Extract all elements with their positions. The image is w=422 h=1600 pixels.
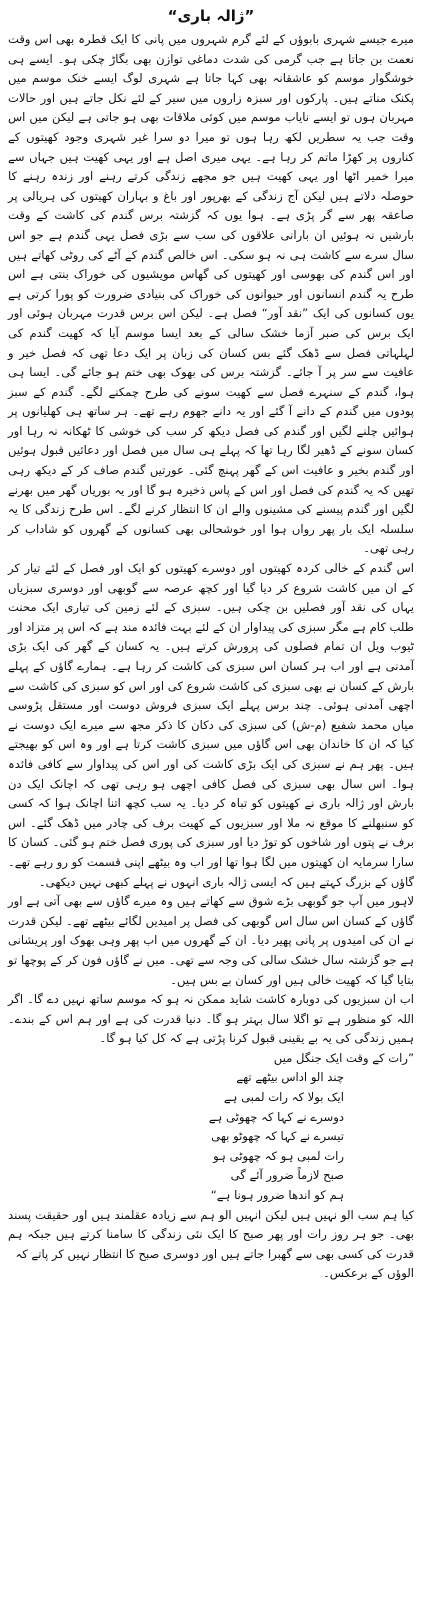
closing-paragraph: کیا ہم سب الو نہیں ہیں لیکن انہیں الو ہم سے زیادہ عقلمند ہیں اور حقیقت پسند بھی۔ جو ہر روز رات اور پھر صبح کا ایک نئی زندگی کا سامنا کرتے ہیں جبکہ ہم قدرت کی کسی بھی سے گھبرا جاتے ہیں اور دوسری صبح کا انتظار نہیں کر پاتے کہ	[8, 1207, 414, 1261]
poem-heading: ”رات کے وقت ایک جنگل میں	[273, 1050, 414, 1065]
poem-line: دوسرے نے کہا کہ چھوٹی ہے	[208, 1109, 344, 1124]
poem-line: رات لمبی ہو کہ چھوٹی ہو	[213, 1148, 344, 1163]
poem-line: تیسرے نے کہا کہ چھوٹو بھی	[211, 1129, 344, 1144]
paragraph: میرے جیسے شہری بابوؤں کے لئے گرم شہروں میں پانی کا ایک قطرہ بھی اس وقت نعمت بن جاتا ہے جب گرمی کی شدت دماغی توازن بھی بگاڑ چکی ہو۔ ایسے ہی خوشگوار موسم کو عاشقانہ بھی کہا جاتا ہے شہری لوگ ایسے خنک موسم میں پکنک مناتے ہیں۔ پارکوں اور سبزہ زاروں میں سیر کے لئے نکل جاتے ہیں اور حالات مہربان ہوں تو ایسے نایاب موسم میں کوئی ملاقات بھی ہو جاتی ہے لیکن میں اس وقت جب یہ سطریں لکھ رہا ہوں تو میرا دو سرا غیر شہری وجود کھیتوں کے کناروں پر کھڑا ماتم کر رہا ہے۔ یہی میری اصل ہے اور یہی کھیت ہیں جہاں سے میرا خمیر اٹھا اور یہی کھیت ہیں جو مجھے زندگی کرتے رہنے اور زندہ رہنے کا حوصلہ دلاتے ہیں لیکن آج زندگی کے بھرپور اور باغ و بہاران کھیتوں کی ہریالی پر صاعقہ پھر سے گر پڑی ہے۔ ہوا یوں کہ گزشتہ برس گندم کی کاشت کے وقت بارشیں نہ ہوئیں ان بارانی علاقوں کی سب سے بڑی فصل یہی گندم ہے جو اس سال سرے سے کاشت ہی نہ ہو سکی۔ اس خالص گندم کے آٹے کی روٹی کھاتے ہیں اور اس گندم کی بھوسی اور کھیتوں کی گھاس مویشیوں کی خوراک بنتی ہے اس طرح یہ گندم انسانوں اور حیوانوں کی خوراک کی بنیادی ضرورت کو پورا کرتی ہے یوں کسانوں کی ایک ”نقد آور“ فصل ہے۔ لیکن اس برس قدرت مہربان ہوئی اور ایک برس کی صبر آزما خشک سالی کے بعد ایسا موسم آیا کہ کھیت گندم کی لہلہاتی فصل سے ڈھک گئے بس کسان کی زبان پر ایک دعا تھی کہ فصل خیر و عافیت سے سر پر آ جائے۔ گزشتہ برس کی بھوک بھی ختم ہو جائے گی۔ ایسا ہی ہوا، گندم کے سنہرے فصل سے کھیت سونے کی طرح چمکنے لگے۔ گندم کے سبز پودوں میں گندم کے دانے آ گئے اور یہ دانے جھوم رہے تھے۔ ہر ساتھ ہی کھلیانوں پر ہوائیں چلنے لگیں اور گندم کی فصل دیکھ کر سب کی خوشی کا ٹھکانہ نہ رہا اور کسان سونے کے ڈھیر لگا رہا تھا کہ پہلے ہی سال میں فصل اور دعائیں قبول ہوئیں اور گندم بخیر و عافیت اس کے گھر پہنچ گئی۔ عورتیں گندم صاف کر کے دیکھ رہی تھیں کہ یہ گندم کی فصل اور اس کے پاس ذخیرہ ہو گا اور یہ بوریاں گھر میں بھرنے لگیں اور گندم پیسنے کی مشینوں والے ان کا انتظار کرنے لگے۔ اس طرح زندگی کا یہ سلسلہ ایک بار پھر رواں ہوا اور خوشحالی بھی کسانوں کے گھروں کو شاداب کر رہی تھی۔	[8, 32, 414, 556]
paragraph: اب ان سبزیوں کی دوبارہ کاشت شاید ممکن نہ ہو کہ موسم ساتھ نہیں دے گا۔ اگر اللہ کو منظور ہے تو اگلا سال بہتر ہو گا۔ دنیا قدرت کی ہے اور ہم اس کے بندے۔ ہمیں زندگی کی یہ بے یقینی قبول کرنا پڑتی ہے کہ کل کیا ہو گا۔	[8, 992, 414, 1046]
paragraph: لاہور میں آپ جو گوبھی بڑے شوق سے کھاتے ہیں وہ میرے گاؤں سے بھی آتی ہے اور گاؤں کے کسان اس سال اس گوبھی کی فصل پر امیدیں لگائے بیٹھے تھے۔ لیکن قدرت نے ان کی امیدوں پر پانی پھیر دیا۔ ان کے گھروں میں اب پھر وہی بھوک اور پریشانی ہے جو گزشتہ سال خشک سالی کی وجہ سے تھی۔ میں نے گاؤں فون کر کے پوچھا تو بتایا گیا کہ کھیت خالی ہیں اور کسان بے بس ہیں۔	[8, 894, 414, 987]
article-title: ”ژالہ باری“	[167, 7, 255, 25]
poem-line: صبح لازماً ضرور آئے گی	[230, 1168, 344, 1183]
poem	[8, 1049, 414, 1206]
paragraph: اس گندم کے خالی کردہ کھیتوں اور دوسرے کھیتوں کو ایک اور فصل کے لئے تیار کر کے ان میں کاشت شروع کر دیا گیا اور کچھ عرصہ سے گوبھی اور دوسری سبزیاں یہاں کی نقد آور فصلیں بن چکی ہیں۔ سبزی کے لئے زمین کی تیاری ایک محنت طلب کام ہے مگر سبزی کی پیداوار ان کے لئے بہت فائدہ مند ہے کہ اس پر متزاد اور ٹیوب ویل ان تمام فصلوں کی پرورش کرتے ہیں۔ یہ کسان کے گھر کی ایک بڑی آمدنی ہے اور اب ہر کسان اس سبزی کی کاشت کر رہا ہے۔ ہمارے گاؤں کے پہلے بارش کے کسان نے بھی سبزی کی کاشت شروع کی اور اس کو سبزی کی کاشت سے اچھی آمدنی ہوئی۔ چند برس پہلے ایک سبزی فروش دوست اور مستقل پڑوسی میاں محمد شفیع (م-ش) کی سبزی کی دکان کا ذکر مجھ سے میرے ایک دوست نے کیا کہ ان کا خاندان بھی اس گاؤں میں سبزی کاشت کرتا ہے اور وہ اس کو بھیجتے ہیں۔ پھر ہم نے سبزی کی ایک بڑی کاشت کی اور اس کی پیداوار سے کافی فائدہ ہوا۔ اس سال بھی سبزی کی فصل کافی اچھی ہو رہی تھی کہ اچانک ایک دن بارش اور ژالہ باری نے کھیتوں کو تباہ کر دیا۔ یہ سب کچھ اتنا اچانک ہوا کہ کسی کو سنبھلنے کا موقع نہ ملا اور سبزیوں کے کھیت برف کی چادر میں ڈھک گئے۔ اس برف نے پتوں اور شاخوں کو توڑ دیا اور سبزی کی پوری فصل ختم ہو گئی۔ کسان کا سارا سرمایہ ان کھیتوں میں لگا ہوا تھا اور اب وہ بیٹھے اپنی قسمت کو رو رہے تھے۔ گاؤں کے بزرگ کہتے ہیں کہ ایسی ژالہ باری انہوں نے پہلے کبھی نہیں دیکھی۔	[8, 561, 414, 889]
closing-line: الوؤں کے برعکس۔	[322, 1266, 414, 1281]
poem-line: چند الو اداس بیٹھے تھے	[236, 1070, 344, 1085]
poem-line: ہم کو اندھا ضرور ہونا ہے“	[210, 1188, 344, 1203]
poem-line: ایک بولا کہ رات لمبی ہے	[223, 1090, 344, 1105]
